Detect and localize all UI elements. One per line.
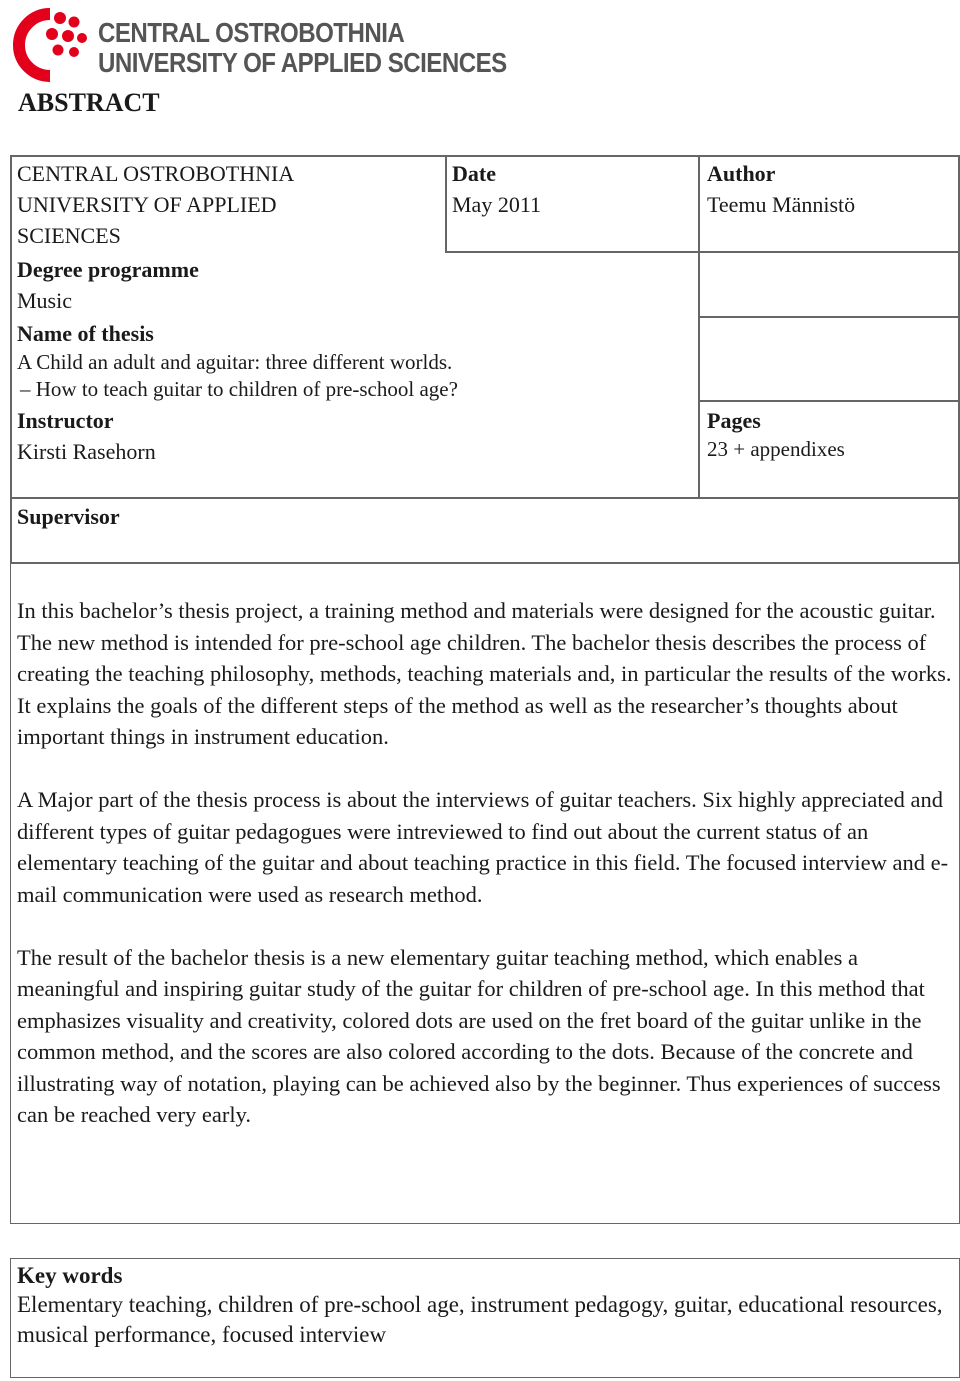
abstract-body: [17, 595, 952, 1162]
table-divider: [445, 155, 447, 252]
instructor-cell: [17, 405, 156, 467]
logo-line-1: CENTRAL OSTROBOTHNIA: [98, 17, 405, 48]
table-divider: [10, 497, 960, 499]
degree-label: Degree programme: [17, 257, 199, 282]
thesis-title-line: – How to teach guitar to children of pre-school age?: [20, 377, 458, 401]
thesis-title-line: A Child an adult and aguitar: three different worlds.: [17, 350, 453, 374]
university-line: UNIVERSITY OF APPLIED: [17, 192, 277, 217]
table-border: [958, 155, 960, 563]
degree-value: Music: [17, 288, 72, 313]
thesis-name-cell: [17, 318, 458, 403]
author-cell: [707, 158, 855, 220]
table-divider: [698, 155, 700, 498]
supervisor-label: Supervisor: [17, 504, 120, 529]
author-value: Teemu Männistö: [707, 192, 856, 217]
pages-value: 23 + appendixes: [707, 437, 845, 461]
university-logo-icon: [10, 8, 88, 82]
university-line: CENTRAL OSTROBOTHNIA: [17, 161, 295, 186]
thesis-label: Name of thesis: [17, 321, 154, 346]
table-divider: [445, 251, 698, 253]
author-label: Author: [707, 161, 776, 186]
university-logo: [10, 8, 510, 82]
table-border: [10, 155, 12, 563]
date-label: Date: [452, 161, 496, 186]
date-value: May 2011: [452, 192, 542, 217]
logo-line-2: UNIVERSITY OF APPLIED SCIENCES: [98, 47, 507, 78]
logo-wordmark: [98, 18, 507, 78]
university-line: SCIENCES: [17, 223, 121, 248]
abstract-paragraph: The result of the bachelor thesis is a new elementary guitar teaching method, which enables a meaningful and inspiring guitar study of the guitar for children of pre-school age. In this method that emphasizes visuality and creativity, colored dots are used on the fret board of the guitar unlike in the common method, and the scores are also colored according to the dots. Because of the concrete and illustrating way of notation, playing can be achieved also by the beginner. Thus experiences of success can be reached very early.: [17, 944, 941, 1127]
page-title: ABSTRACT: [18, 88, 160, 117]
pages-label: Pages: [707, 408, 761, 433]
abstract-paragraph: In this bachelor’s thesis project, a training method and materials were designed for the acoustic guitar. The new method is intended for pre-school age children. The bachelor thesis describes the process of creating the teaching philosophy, methods, teaching materials and, in particular the results of the works. It explains the goals of the different steps of the method as well as the researcher’s thoughts about important things in instrument education.: [17, 598, 952, 749]
keywords-label: Key words: [17, 1263, 123, 1288]
table-divider: [698, 400, 958, 402]
instructor-label: Instructor: [17, 408, 114, 433]
degree-cell: [17, 254, 199, 316]
table-divider: [698, 316, 958, 318]
pages-cell: [707, 405, 845, 462]
university-name: [17, 158, 294, 251]
keywords-text: Elementary teaching, children of pre-school age, instrument pedagogy, guitar, educational resources, musical performance, focused interview: [17, 1292, 943, 1347]
instructor-value: Kirsti Rasehorn: [17, 439, 156, 464]
table-divider: [698, 251, 958, 253]
date-cell: [452, 158, 541, 220]
table-border: [10, 155, 960, 157]
abstract-paragraph: A Major part of the thesis process is about the interviews of guitar teachers. Six highly appreciated and different types of guitar pedagogues were intreviewed to find out about the current status of an elementary teaching of the guitar and about teaching practice in this field. The focused interview and e-mail communication were used as research method.: [17, 787, 949, 907]
